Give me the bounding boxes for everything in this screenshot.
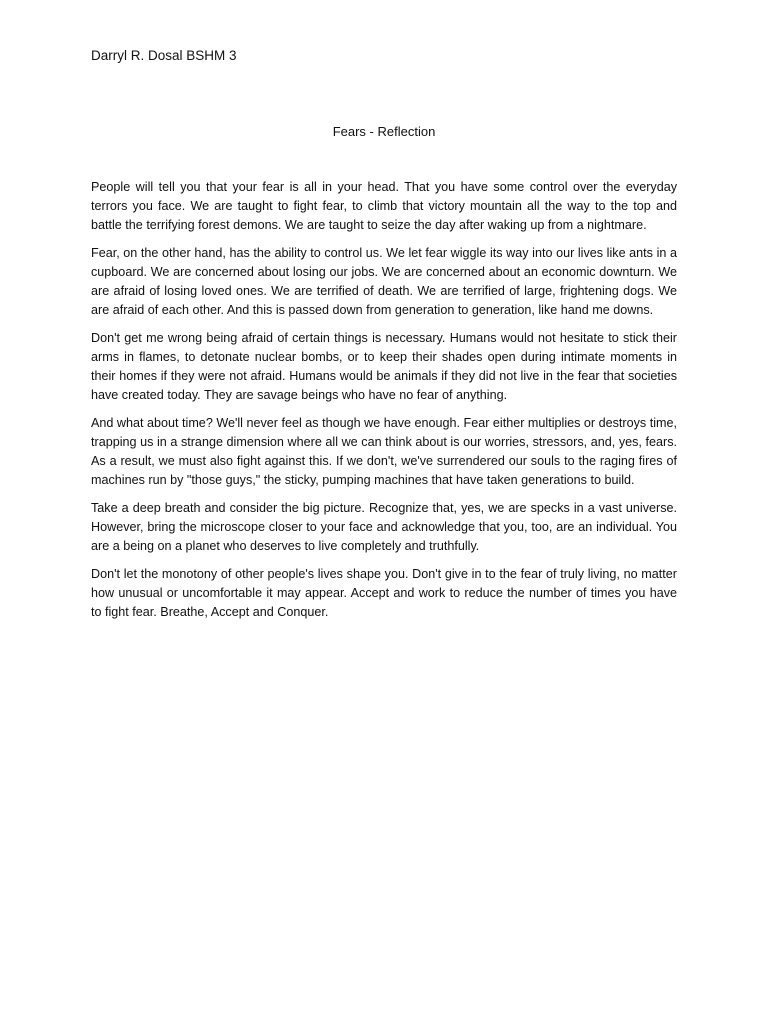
document-title: Fears - Reflection [332, 124, 436, 139]
document-body [91, 178, 677, 631]
paragraph: Don't let the monotony of other people's lives shape you. Don't give in to the fear of truly living, no matter how unusual or uncomfortable it may appear. Accept and work to reduce the number of times you have to fight fear. Breathe, Accept and Conquer. [91, 567, 677, 619]
paragraph: Don't get me wrong being afraid of certain things is necessary. Humans would not hesitate to stick their arms in flames, to detonate nuclear bombs, or to keep their shades open during intimate moments in their homes if they were not afraid. Humans would be animals if they did not live in the fear that societies have created today. They are savage beings who have no fear of anything. [91, 331, 677, 402]
paragraph: Take a deep breath and consider the big picture. Recognize that, yes, we are specks in a vast universe. However, bring the microscope closer to your face and acknowledge that you, too, are an individual. You are a being on a planet who deserves to live completely and truthfully. [91, 501, 677, 553]
author-line: Darryl R. Dosal BSHM 3 [91, 48, 237, 63]
paragraph: And what about time? We'll never feel as though we have enough. Fear either multiplies or destroys time, trapping us in a strange dimension where all we can think about is our worries, stressors, and, yes, fears. As a result, we must also fight against this. If we don't, we've surrendered our souls to the raging fires of machines run by "those guys," the sticky, pumping machines that have taken generations to build. [91, 416, 677, 487]
paragraph: Fear, on the other hand, has the ability to control us. We let fear wiggle its way into our lives like ants in a cupboard. We are concerned about losing our jobs. We are concerned about an economic downturn. We are afraid of losing loved ones. We are terrified of death. We are terrified of large, frightening dogs. We are afraid of each other. And this is passed down from generation to generation, like hand me downs. [91, 246, 677, 317]
paragraph: People will tell you that your fear is all in your head. That you have some control over the everyday terrors you face. We are taught to fight fear, to climb that victory mountain all the way to the top and battle the terrifying forest demons. We are taught to seize the day after waking up from a nightmare. [91, 180, 677, 232]
